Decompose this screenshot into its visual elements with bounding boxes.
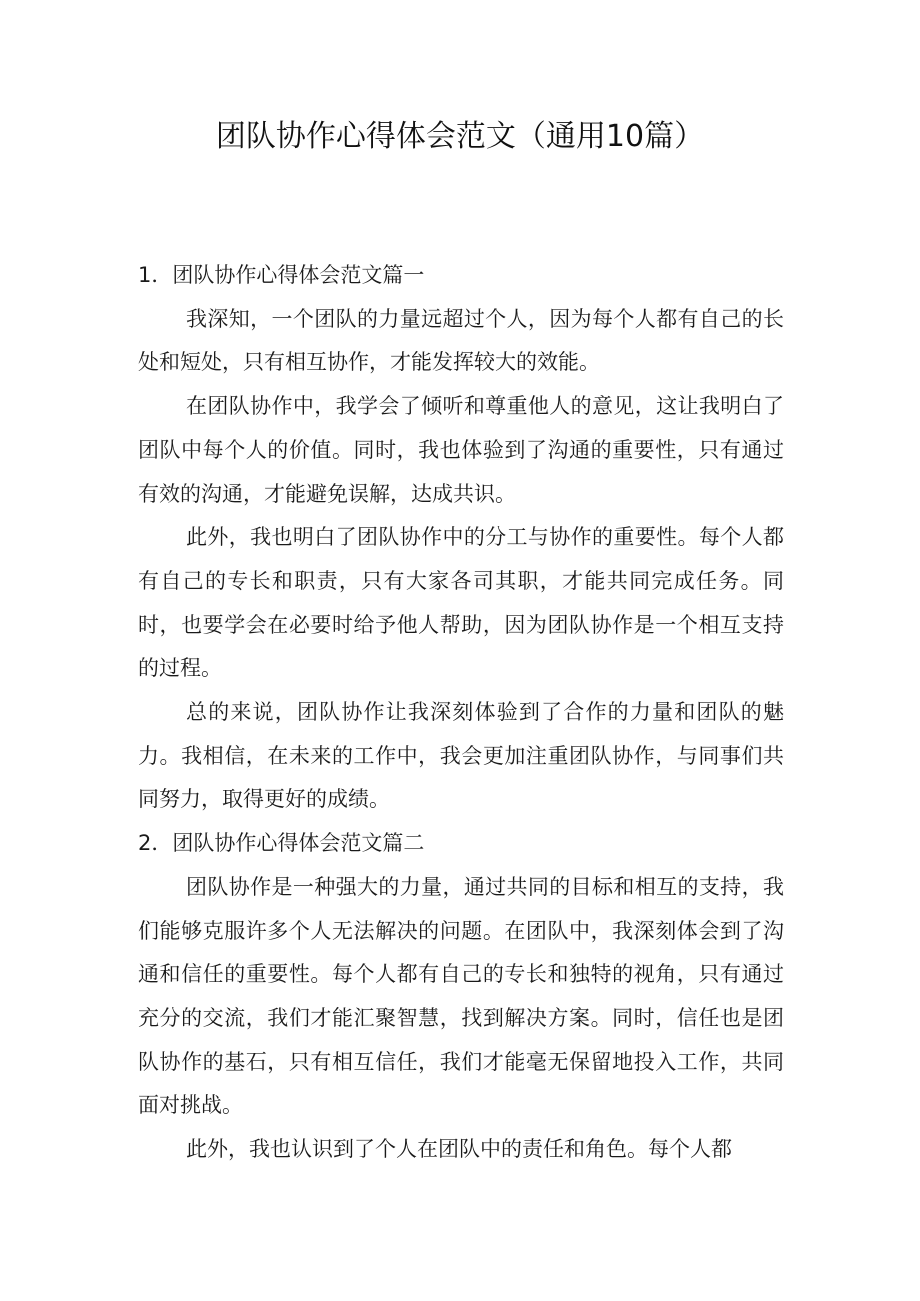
paragraph: 在团队协作中，我学会了倾听和尊重他人的意见，这让我明白了团队中每个人的价值。同时，我也体验到了沟通的重要性，只有通过有效的沟通，才能避免误解，达成共识。 [138,394,784,506]
paragraph: 团队协作是一种强大的力量，通过共同的目标和相互的支持，我们能够克服许多个人无法解决的问题。在团队中，我深刻体会到了沟通和信任的重要性。每个人都有自己的专长和独特的视角，只有通过充分的交流，我们才能汇聚智慧，找到解决方案。同时，信任也是团队协作的基石，只有相互信任，我们才能毫无保留地投入工作，共同面对挑战。 [138,874,784,1118]
paragraph: 总的来说，团队协作让我深刻体验到了合作的力量和团队的魅力。我相信，在未来的工作中，我会更加注重团队协作，与同事们共同努力，取得更好的成绩。 [138,700,784,812]
paragraph: 此外，我也明白了团队协作中的分工与协作的重要性。每个人都有自己的专长和职责，只有大家各司其职，才能共同完成任务。同时，也要学会在必要时给予他人帮助，因为团队协作是一个相互支持的过程。 [138,525,784,681]
paragraph: 此外，我也认识到了个人在团队中的责任和角色。每个人都 [186,1137,732,1162]
section-1 [138,254,784,822]
section-heading: 2．团队协作心得体会范文篇二 [138,831,425,856]
paragraph: 我深知，一个团队的力量远超过个人，因为每个人都有自己的长处和短处，只有相互协作，才能发挥较大的效能。 [138,306,784,375]
section-heading: 1．团队协作心得体会范文篇一 [138,263,425,287]
section-2 [138,822,784,1172]
document-title: 团队协作心得体会范文（通用10篇） [215,119,705,154]
document-body [138,254,784,1172]
